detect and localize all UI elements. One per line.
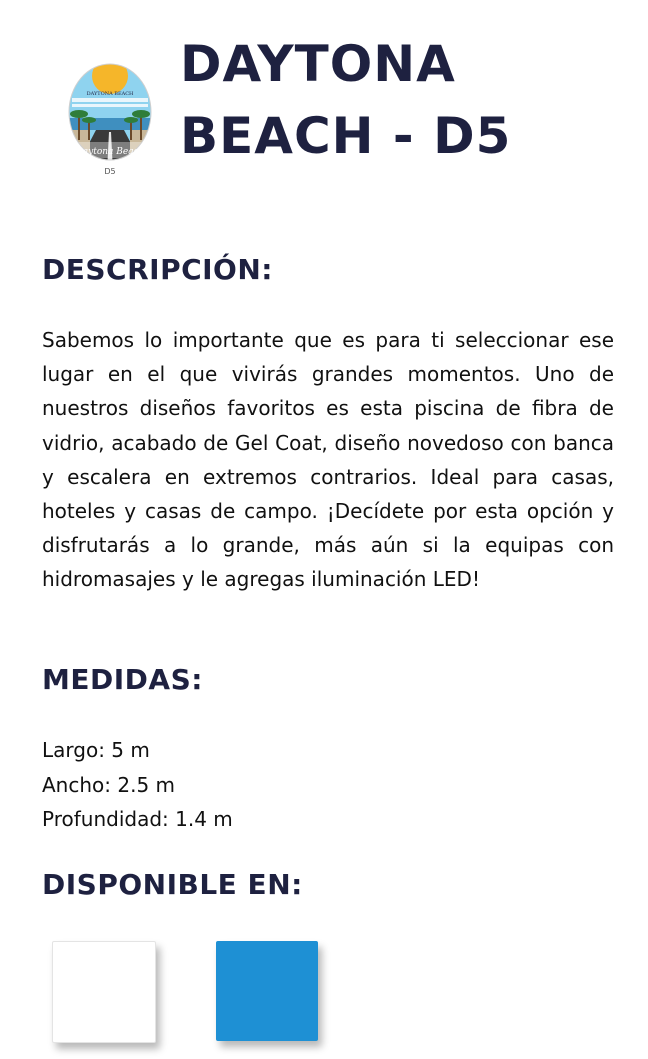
measure-length: Largo: 5 m xyxy=(42,738,150,762)
daytona-beach-logo-icon xyxy=(66,62,154,178)
description-text: Sabemos lo importante que es para ti seleccionar ese lugar en el que vivirás grandes momentos. Uno de nuestros diseños favoritos es esta piscina de fibra de vidrio, acabado de Gel Coat, diseño novedoso con banca y escalera en extremos contrarios. Ideal para casas, hoteles y casas de campo. ¡Decídete por esta opción y disfrutarás a lo grande, más aún si la equipas con hidromasajes y le agregas iluminación LED! xyxy=(42,328,614,592)
measures-list xyxy=(42,733,233,837)
measure-depth: Profundidad: 1.4 m xyxy=(42,807,233,831)
measures-heading: MEDIDAS: xyxy=(42,663,203,696)
color-swatch-white[interactable] xyxy=(52,941,156,1043)
logo-top-text: DAYTONA BEACH xyxy=(86,91,134,97)
color-swatch-blue[interactable] xyxy=(216,941,318,1041)
measure-width: Ancho: 2.5 m xyxy=(42,772,176,797)
page-title: DAYTONA BEACH - D5 xyxy=(180,35,512,165)
product-header xyxy=(0,0,648,200)
logo-code-text: D5 xyxy=(104,167,116,176)
logo-script-text: Daytona Beach xyxy=(75,147,145,157)
description-heading: DESCRIPCIÓN: xyxy=(42,253,273,286)
available-heading: DISPONIBLE EN: xyxy=(42,868,303,901)
